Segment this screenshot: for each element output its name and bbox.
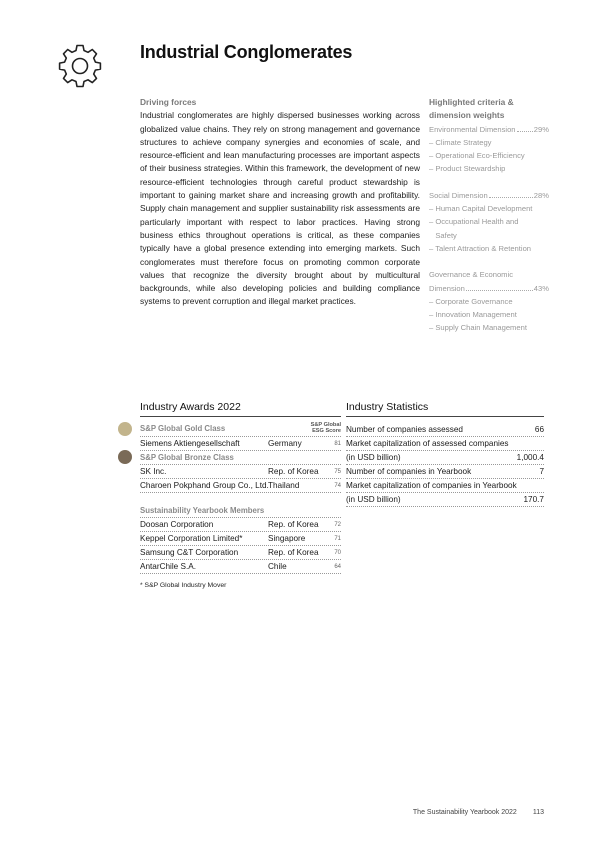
criteria-item: – Human Capital Development xyxy=(429,204,533,214)
gov-dimension-weight: 43% xyxy=(533,283,549,293)
criteria-item: – Product Stewardship xyxy=(429,164,506,174)
members-label: Sustainability Yearbook Members xyxy=(140,504,341,518)
gov-dimension-label-2: Dimension xyxy=(429,283,465,293)
table-row: Market capitalization of assessed companies xyxy=(346,437,544,451)
criteria-heading-2: dimension weights xyxy=(429,110,505,121)
publication-name: The Sustainability Yearbook 2022 xyxy=(412,809,517,816)
gear-icon xyxy=(58,44,102,88)
env-dimension xyxy=(429,123,549,136)
awards-table xyxy=(140,420,341,574)
gold-class-row xyxy=(140,420,341,437)
social-dimension xyxy=(429,189,549,202)
awards-title: Industry Awards 2022 xyxy=(140,401,241,413)
table-row: Charoen Pokphand Group Co., Ltd. Thailand 74 xyxy=(140,479,341,493)
criteria-heading-1: Highlighted criteria & xyxy=(429,97,514,107)
social-dimension-weight: 28% xyxy=(533,190,549,200)
criteria-item: – Talent Attraction & Retention xyxy=(429,243,532,253)
divider xyxy=(346,416,544,417)
gov-dimension xyxy=(429,282,549,295)
table-row: Doosan Corporation Rep. of Korea 72 xyxy=(140,518,341,532)
criteria-item: – Corporate Governance xyxy=(429,296,513,306)
gold-class-dot xyxy=(118,422,132,436)
stats-title: Industry Statistics xyxy=(346,401,429,413)
social-dimension-label: Social Dimension xyxy=(429,190,488,200)
bronze-class-label: S&P Global Bronze Class xyxy=(140,453,234,462)
page-number: 113 xyxy=(532,809,544,816)
bronze-class-dot xyxy=(118,450,132,464)
table-row: SK Inc. Rep. of Korea 75 xyxy=(140,465,341,479)
criteria-item: – Climate Strategy xyxy=(429,137,492,147)
table-row: (in USD billion) 170.7 xyxy=(346,493,544,507)
table-row: Number of companies assessed 66 xyxy=(346,423,544,437)
stats-table xyxy=(346,423,544,507)
driving-forces-body: Industrial conglomerates are highly dispersed businesses working across globalized value chains. They rely on strong management and governance structures to achieve company synergies and economies of scale, and resource-efficient and lean manufacturing processes are important aspects of their business strategies. Within this framework, the development of new resource-efficient technologies through careful product stewardship is important to gaining market share and increasing growth and profitability. Supply chain management and supplier sustainability risk assessments are particularly important with respect to labor practices. Having strong business ethics throughout operations is critical, as these companies typically have a global presence extending into emerging markets. Such conglomerates must therefore focus on promoting common corporate values that recognize the diversity brought about by multicultural backgrounds, while also developing policies and building compliance systems to prevent corruption and illegal market practices. xyxy=(140,110,420,307)
score-header: S&P Global ESG Score xyxy=(310,421,341,434)
criteria-item: – Occupational Health and xyxy=(429,217,519,227)
divider xyxy=(140,416,341,417)
page-title: Industrial Conglomerates xyxy=(140,42,353,62)
criteria-section xyxy=(429,96,549,335)
table-row: Number of companies in Yearbook 7 xyxy=(346,465,544,479)
env-dimension-weight: 29% xyxy=(533,124,549,134)
driving-forces-section xyxy=(140,96,420,309)
table-row: AntarChile S.A. Chile 64 xyxy=(140,560,341,574)
criteria-item: – Operational Eco-Efficiency xyxy=(429,151,525,161)
table-row: Siemens Aktiengesellschaft Germany 81 xyxy=(140,437,341,451)
table-row: Market capitalization of companies in Yearbook xyxy=(346,479,544,493)
footnote: * S&P Global Industry Mover xyxy=(140,582,227,589)
gov-dimension-label-1: Governance & Economic xyxy=(429,270,513,280)
criteria-item: Safety xyxy=(429,230,457,240)
criteria-item: – Supply Chain Management xyxy=(429,323,527,333)
gold-class-label: S&P Global Gold Class xyxy=(140,423,226,433)
table-row: Samsung C&T Corporation Rep. of Korea 70 xyxy=(140,546,341,560)
table-row: (in USD billion) 1,000.4 xyxy=(346,451,544,465)
criteria-item: – Innovation Management xyxy=(429,310,517,320)
bronze-class-row xyxy=(140,451,341,465)
page-footer xyxy=(413,809,544,816)
table-row: Keppel Corporation Limited* Singapore 71 xyxy=(140,532,341,546)
env-dimension-label: Environmental Dimension xyxy=(429,124,516,134)
driving-forces-heading: Driving forces xyxy=(140,97,197,107)
